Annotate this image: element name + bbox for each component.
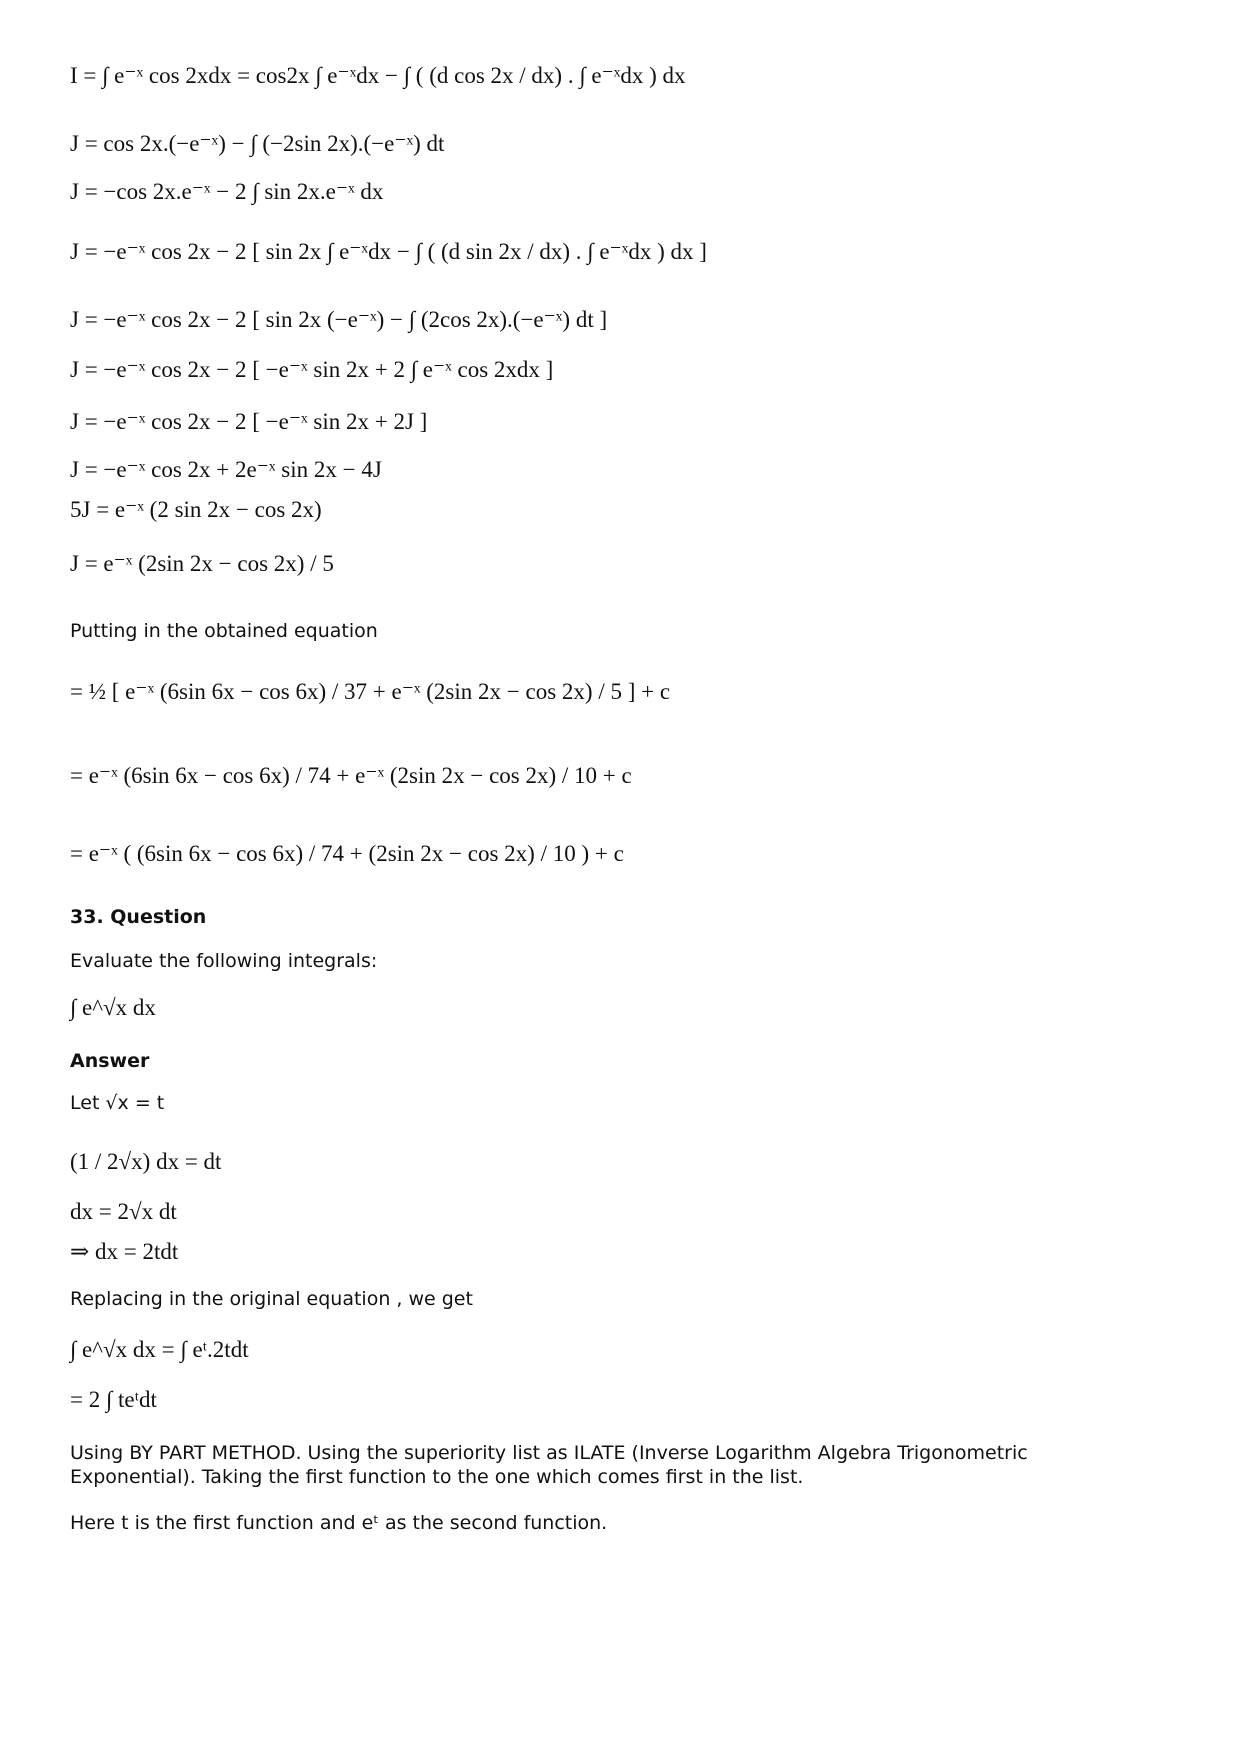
- question-heading: 33. Question: [70, 906, 207, 928]
- equation-line: J = −e⁻ˣ cos 2x − 2 [ −e⁻ˣ sin 2x + 2J ]: [70, 409, 428, 434]
- equation-line: 5J = e⁻ˣ (2 sin 2x − cos 2x): [70, 497, 322, 522]
- body-text: Putting in the obtained equation: [70, 620, 378, 642]
- equation-line: dx = 2√x dt: [70, 1199, 177, 1224]
- answer-heading: Answer: [70, 1050, 150, 1072]
- equation-line: ∫ e^√x dx = ∫ eᵗ.2tdt: [70, 1337, 249, 1362]
- equation-line: = e⁻ˣ (6sin 6x − cos 6x) / 74 + e⁻ˣ (2sin 2x − cos 2x) / 10 + c: [70, 763, 632, 788]
- question-integral: ∫ e^√x dx: [70, 995, 156, 1020]
- body-text: Let √x = t: [70, 1092, 165, 1114]
- equation-line: J = −e⁻ˣ cos 2x − 2 [ sin 2x (−e⁻ˣ) − ∫ (2cos 2x).(−e⁻ˣ) dt ]: [70, 307, 608, 332]
- equation-line: J = cos 2x.(−e⁻ˣ) − ∫ (−2sin 2x).(−e⁻ˣ) dt: [70, 131, 445, 156]
- body-paragraph: Using BY PART METHOD. Using the superiority list as ILATE (Inverse Logarithm Algebra Trigonometric Exponential). Taking the first function to the one which comes first in the list.: [70, 1442, 1028, 1488]
- body-text: Replacing in the original equation , we get: [70, 1288, 473, 1310]
- equation-line: = 2 ∫ teᵗdt: [70, 1387, 157, 1412]
- equation-line: J = −e⁻ˣ cos 2x + 2e⁻ˣ sin 2x − 4J: [70, 457, 382, 482]
- equation-line: (1 / 2√x) dx = dt: [70, 1149, 222, 1174]
- equation-line: = ½ [ e⁻ˣ (6sin 6x − cos 6x) / 37 + e⁻ˣ (2sin 2x − cos 2x) / 5 ] + c: [70, 679, 671, 704]
- equation-line: J = e⁻ˣ (2sin 2x − cos 2x) / 5: [70, 551, 334, 576]
- body-text: Here t is the first function and eᵗ as the second function.: [70, 1512, 608, 1534]
- equation-line: ⇒ dx = 2tdt: [70, 1239, 179, 1264]
- equation-line: = e⁻ˣ ( (6sin 6x − cos 6x) / 74 + (2sin 2x − cos 2x) / 10 ) + c: [70, 841, 624, 866]
- question-text: Evaluate the following integrals:: [70, 950, 378, 972]
- equation-line: J = −e⁻ˣ cos 2x − 2 [ sin 2x ∫ e⁻ˣdx − ∫ ( (d sin 2x / dx) . ∫ e⁻ˣdx ) dx ]: [70, 239, 707, 264]
- equation-line: J = −cos 2x.e⁻ˣ − 2 ∫ sin 2x.e⁻ˣ dx: [70, 179, 384, 204]
- equation-line: J = −e⁻ˣ cos 2x − 2 [ −e⁻ˣ sin 2x + 2 ∫ e⁻ˣ cos 2xdx ]: [70, 357, 554, 382]
- equation-line: I = ∫ e⁻ˣ cos 2xdx = cos2x ∫ e⁻ˣdx − ∫ ( (d cos 2x / dx) . ∫ e⁻ˣdx ) dx: [70, 63, 686, 88]
